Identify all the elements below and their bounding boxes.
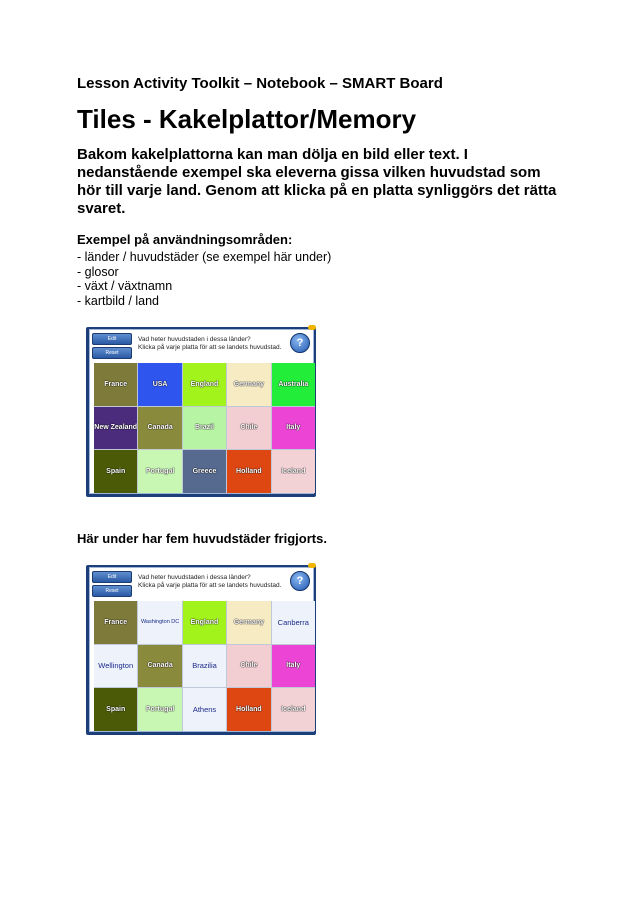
tile[interactable]: Spain xyxy=(94,450,137,493)
help-button[interactable] xyxy=(290,333,310,353)
tile[interactable]: Germany xyxy=(227,601,270,644)
tile[interactable]: Holland xyxy=(227,450,270,493)
tile[interactable]: Australia xyxy=(272,363,315,406)
tile[interactable]: Portugal xyxy=(138,450,181,493)
tile[interactable]: USA xyxy=(138,363,181,406)
page-title: Tiles - Kakelplattor/Memory xyxy=(77,104,417,134)
help-button[interactable] xyxy=(290,571,310,591)
help-knob-decoration xyxy=(308,563,316,568)
tile[interactable]: Canada xyxy=(138,407,181,450)
tile[interactable]: Canberra xyxy=(272,601,315,644)
tile[interactable]: Chile xyxy=(227,645,270,688)
help-knob-decoration xyxy=(308,325,316,330)
tile[interactable]: Italy xyxy=(272,645,315,688)
question-mark-icon: ? xyxy=(296,575,304,587)
intro-paragraph: Bakom kakelplattorna kan man dölja en bild eller text. I nedanstående exempel ska eleverna gissa vilken huvudstad som hör till varje land. Genom att klicka på en platta synliggörs det rätta svaret. xyxy=(77,146,557,217)
list-item: - växt / växtnamn xyxy=(77,279,173,293)
paragraph-revealed: Här under har fem huvudstäder frigjorts. xyxy=(77,531,327,546)
tile[interactable]: New Zealand xyxy=(94,407,137,450)
list-item: - länder / huvudstäder (se exempel här under) xyxy=(77,250,332,264)
edit-button[interactable]: Edit xyxy=(92,571,132,583)
tile[interactable]: Wellington xyxy=(94,645,137,688)
examples-heading: Exempel på användningsområden: xyxy=(77,232,293,247)
instruction-text: Klicka på varje platta för att se landets huvudstad. xyxy=(138,582,282,589)
list-item: - glosor xyxy=(77,264,119,279)
tile[interactable]: France xyxy=(94,363,137,406)
tile[interactable]: Washington DC xyxy=(138,601,181,644)
tile-grid-1 xyxy=(94,363,315,493)
tile[interactable]: Canada xyxy=(138,645,181,688)
tile[interactable]: Athens xyxy=(183,688,226,731)
tile[interactable]: Germany xyxy=(227,363,270,406)
reset-button[interactable]: Reset xyxy=(92,347,132,359)
question-text: Vad heter huvudstaden i dessa länder? xyxy=(138,336,251,343)
tiles-board-2 xyxy=(86,565,316,735)
tile[interactable]: Iceland xyxy=(272,450,315,493)
tile[interactable]: Brazilia xyxy=(183,645,226,688)
tile[interactable]: Spain xyxy=(94,688,137,731)
instruction-text: Klicka på varje platta för att se landets huvudstad. xyxy=(138,344,282,351)
tile[interactable]: Greece xyxy=(183,450,226,493)
tile[interactable]: Italy xyxy=(272,407,315,450)
tile[interactable]: Brazil xyxy=(183,407,226,450)
question-text: Vad heter huvudstaden i dessa länder? xyxy=(138,574,251,581)
question-mark-icon: ? xyxy=(296,337,304,349)
reset-button[interactable]: Reset xyxy=(92,585,132,597)
tile[interactable]: Portugal xyxy=(138,688,181,731)
tile[interactable]: France xyxy=(94,601,137,644)
tile[interactable]: Chile xyxy=(227,407,270,450)
tile[interactable]: England xyxy=(183,363,226,406)
list-item: - kartbild / land xyxy=(77,293,159,308)
tiles-board-1 xyxy=(86,327,316,497)
examples-list xyxy=(77,250,331,308)
tile[interactable]: Holland xyxy=(227,688,270,731)
document-subtitle: Lesson Activity Toolkit – Notebook – SMART Board xyxy=(77,75,443,92)
tile[interactable]: England xyxy=(183,601,226,644)
tile-grid-2 xyxy=(94,601,315,731)
tile[interactable]: Iceland xyxy=(272,688,315,731)
edit-button[interactable]: Edit xyxy=(92,333,132,345)
